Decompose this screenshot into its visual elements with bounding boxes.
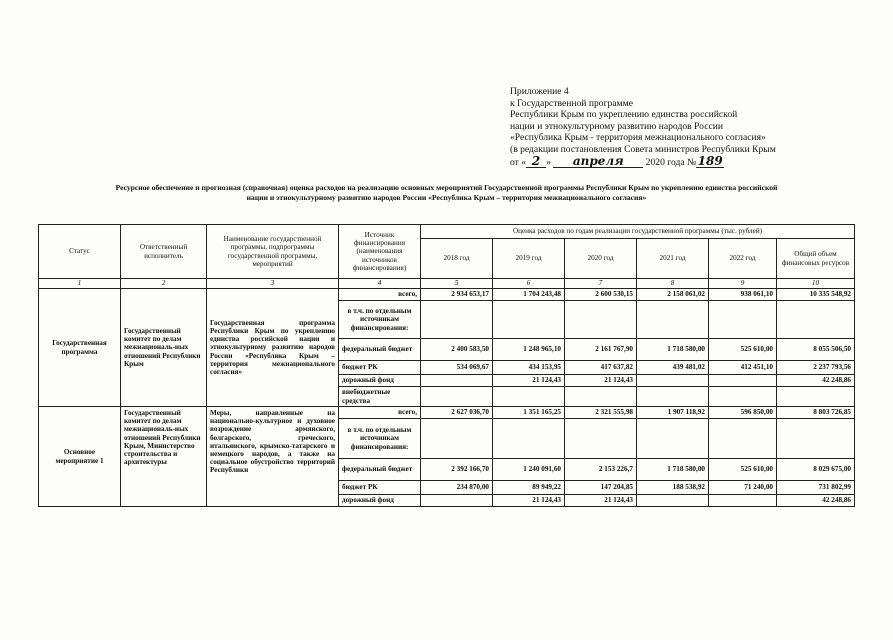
appendix-line: «Республика Крым - территория межнационального согласия» [510, 132, 766, 144]
value-cell: 21 124,43 [565, 495, 637, 507]
date-prefix: от « [510, 156, 527, 168]
value-cell: 42 248,86 [777, 375, 855, 387]
value-cell: 2 392 166,70 [421, 459, 493, 481]
value-cell: 434 153,95 [493, 361, 565, 375]
value-cell: 2 934 653,17 [421, 289, 493, 301]
value-cell [565, 301, 637, 339]
value-cell [709, 387, 777, 407]
executor-cell: Государственный комитет по делам межнациональ-ных отношений Республики Крым, Министерство строительства и архитектуры [121, 407, 207, 507]
date-year: 2020 года № [645, 156, 697, 168]
value-cell [421, 419, 493, 459]
col-number: 6 [493, 279, 565, 289]
value-cell: 596 850,00 [709, 407, 777, 419]
event-name-cell: Меры, направленные на национально-культурное и духовное возрождение армянского, болгарского, греческого, итальянского, крымско-татарского и немецкого народов, а также на социальное обустройство территорий Республики [207, 407, 339, 507]
source-cell: в т.ч. по отдельным источникам финансирования: [339, 301, 421, 339]
col-number: 8 [637, 279, 709, 289]
appendix-line: к Государственной программе [510, 97, 633, 109]
value-cell [637, 495, 709, 507]
value-cell: 534 069,67 [421, 361, 493, 375]
value-cell [637, 419, 709, 459]
source-cell: в т.ч. по отдельным источникам финансирования: [339, 419, 421, 459]
value-cell: 2 161 767,90 [565, 339, 637, 361]
header-2021: 2021 год [637, 239, 709, 279]
header-estimate: Оценка расходов по годам реализации государственной программы (тыс. рублей) [421, 225, 855, 239]
value-cell [777, 387, 855, 407]
value-cell: 1 907 118,92 [637, 407, 709, 419]
value-cell [565, 387, 637, 407]
value-cell: 1 718 580,00 [637, 339, 709, 361]
table-row [39, 407, 855, 419]
value-cell: 525 610,00 [709, 459, 777, 481]
value-cell [421, 495, 493, 507]
value-cell: 1 718 580,00 [637, 459, 709, 481]
value-cell: 2 627 036,70 [421, 407, 493, 419]
value-cell [493, 387, 565, 407]
col-number: 1 [39, 279, 121, 289]
value-cell: 938 061,10 [709, 289, 777, 301]
source-cell: дорожный фонд [339, 375, 421, 387]
source-cell: дорожный фонд [339, 495, 421, 507]
value-cell: 2 400 583,50 [421, 339, 493, 361]
value-cell: 8 029 675,00 [777, 459, 855, 481]
value-cell [709, 375, 777, 387]
header-2018: 2018 год [421, 239, 493, 279]
value-cell: 71 240,00 [709, 481, 777, 495]
col-number: 10 [777, 279, 855, 289]
value-cell [637, 301, 709, 339]
source-cell: всего, [339, 289, 421, 301]
heading-line: нации и этнокультурному развитию народов России «Республика Крым – территория межнационального согласия» [246, 193, 647, 202]
value-cell [709, 419, 777, 459]
value-cell [709, 495, 777, 507]
value-cell [637, 375, 709, 387]
value-cell [777, 301, 855, 339]
date-number-handwritten: 189 [697, 153, 723, 168]
value-cell [421, 387, 493, 407]
value-cell: 412 451,10 [709, 361, 777, 375]
value-cell [709, 301, 777, 339]
header-name: Наименование государственной программы, подпрограммы государственной программы, мероприятий [207, 225, 339, 279]
value-cell: 21 124,43 [493, 495, 565, 507]
header-2022: 2022 год [709, 239, 777, 279]
source-cell: всего, [339, 407, 421, 419]
col-number: 2 [121, 279, 207, 289]
appendix-date-line [510, 153, 850, 169]
value-cell: 8 055 506,50 [777, 339, 855, 361]
program-name-cell: Государственная программа Республики Крым по укреплению единства российской нации и этнокультурному развитию народов России «Республика Крым – территория межнационального согласия» [207, 289, 339, 407]
date-month-handwritten: апреля [553, 156, 643, 169]
col-number: 7 [565, 279, 637, 289]
source-cell: бюджет РК [339, 361, 421, 375]
header-2020: 2020 год [565, 239, 637, 279]
header-source: Источник финансирования (наименования источников финансирования) [339, 225, 421, 279]
value-cell: 1 248 965,10 [493, 339, 565, 361]
value-cell [421, 375, 493, 387]
value-cell [565, 419, 637, 459]
value-cell: 417 637,82 [565, 361, 637, 375]
resource-table [38, 224, 855, 507]
status-cell: Государственная программа [39, 289, 121, 407]
col-number: 3 [207, 279, 339, 289]
value-cell: 21 124,43 [493, 375, 565, 387]
source-cell: федеральный бюджет [339, 339, 421, 361]
appendix-line: Приложение 4 [510, 86, 569, 97]
header-2019: 2019 год [493, 239, 565, 279]
value-cell: 8 803 726,85 [777, 407, 855, 419]
value-cell: 2 153 226,7 [565, 459, 637, 481]
col-number: 5 [421, 279, 493, 289]
value-cell: 1 351 165,25 [493, 407, 565, 419]
source-cell: федеральный бюджет [339, 459, 421, 481]
col-number: 4 [339, 279, 421, 289]
value-cell: 439 481,02 [637, 361, 709, 375]
status-cell: Основное мероприятие 1 [39, 407, 121, 507]
value-cell: 2 158 061,02 [637, 289, 709, 301]
value-cell: 2 600 530,15 [565, 289, 637, 301]
value-cell [493, 419, 565, 459]
value-cell: 1 704 243,48 [493, 289, 565, 301]
document-heading [40, 183, 853, 203]
header-executor: Ответственный исполнитель [121, 225, 207, 279]
appendix-line: Республики Крым по укреплению единства российской [510, 109, 738, 121]
value-cell [637, 387, 709, 407]
value-cell: 2 237 793,56 [777, 361, 855, 375]
executor-cell: Государственный комитет по делам межнациональ-ных отношений Республики Крым [121, 289, 207, 407]
heading-line: Ресурсное обеспечение и прогнозная (справочная) оценка расходов на реализацию основных мероприятий Государственной программы Республики Крым по укреплению единства российской [115, 183, 778, 192]
value-cell [493, 301, 565, 339]
value-cell: 21 124,43 [565, 375, 637, 387]
value-cell: 234 870,00 [421, 481, 493, 495]
date-mid: » [546, 156, 551, 168]
value-cell [421, 301, 493, 339]
value-cell: 2 321 555,98 [565, 407, 637, 419]
header-total: Общий объем финансовых ресурсов [777, 239, 855, 279]
value-cell: 525 610,00 [709, 339, 777, 361]
value-cell: 188 538,92 [637, 481, 709, 495]
value-cell [777, 419, 855, 459]
appendix-block [510, 86, 850, 168]
col-number: 9 [709, 279, 777, 289]
source-cell: внебюджетные средства [339, 387, 421, 407]
value-cell: 89 949,22 [493, 481, 565, 495]
value-cell: 1 240 091,60 [493, 459, 565, 481]
value-cell: 731 802,99 [777, 481, 855, 495]
appendix-line: нации и этнокультурному развитию народов России [510, 120, 723, 132]
date-day-handwritten: 2 [526, 156, 546, 169]
value-cell: 10 335 548,92 [777, 289, 855, 301]
value-cell: 42 248,86 [777, 495, 855, 507]
value-cell: 147 204,85 [565, 481, 637, 495]
table-row [39, 289, 855, 301]
header-status: Статус [39, 225, 121, 279]
source-cell: бюджет РК [339, 481, 421, 495]
appendix-line: (в редакции постановления Совета министров Республики Крым [510, 143, 776, 155]
